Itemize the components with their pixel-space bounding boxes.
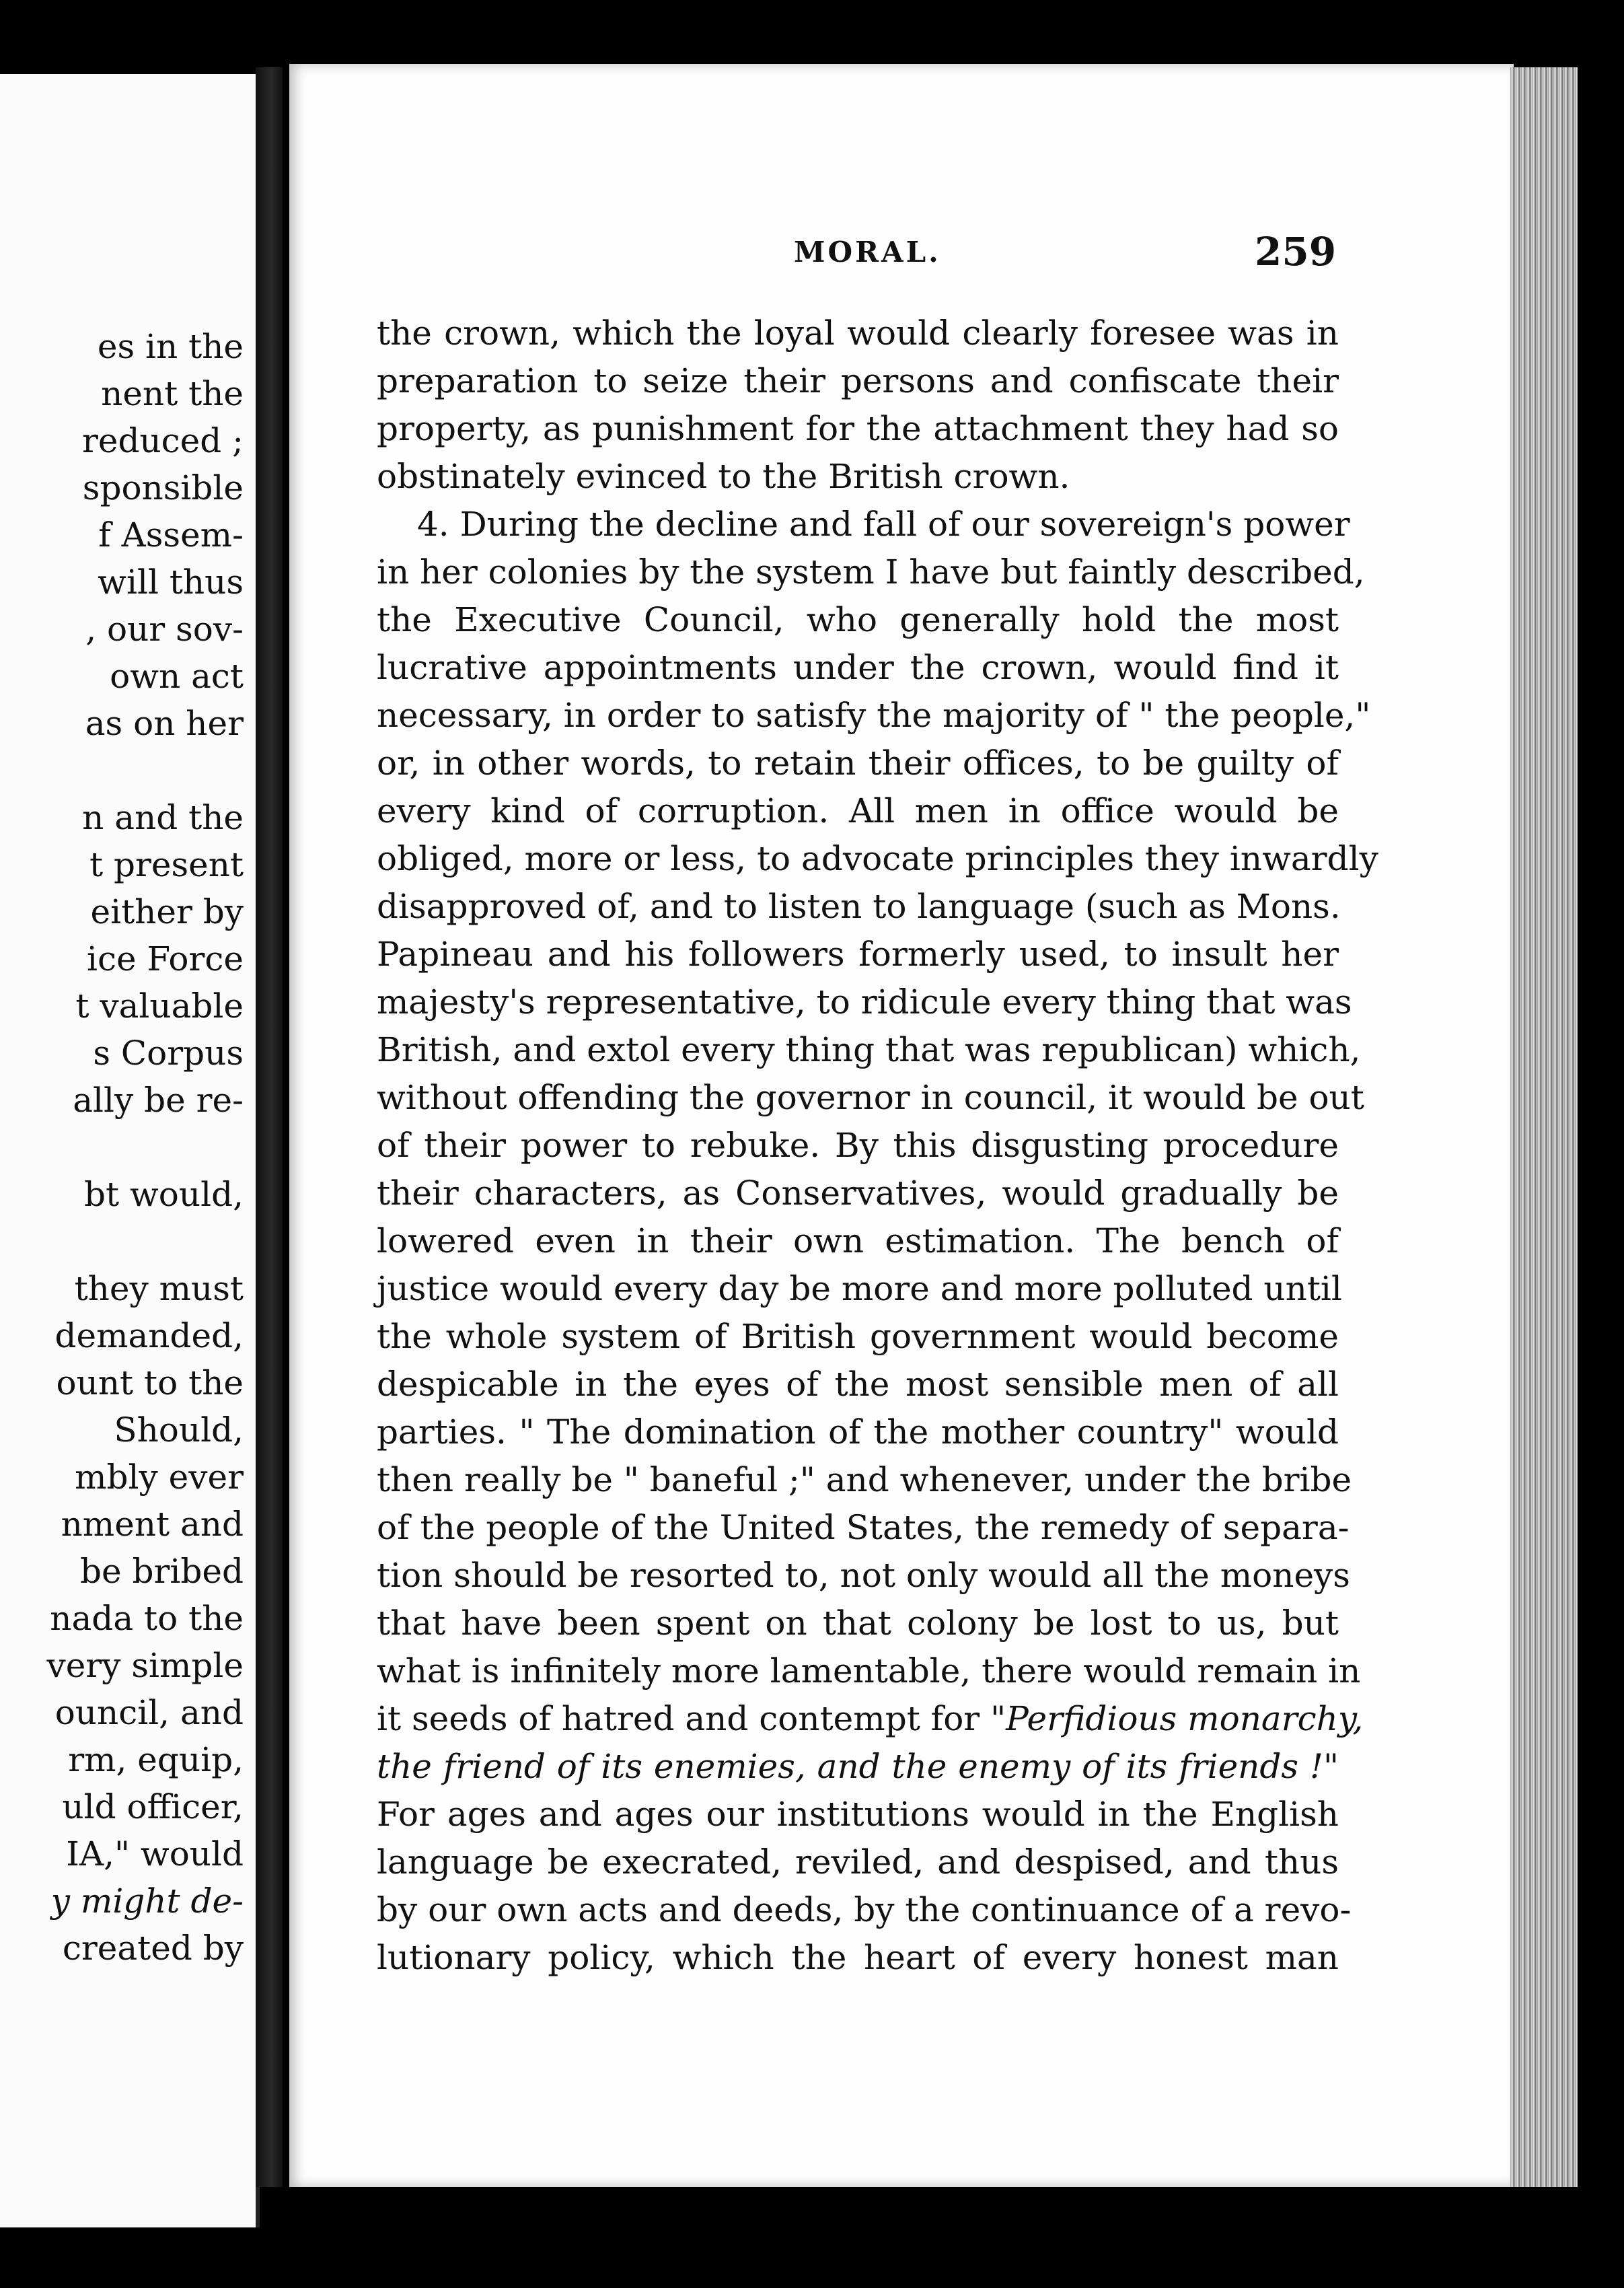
- text-line: parties. " The domination of the mother country" would: [377, 1413, 1339, 1452]
- text-line-with-quote: [377, 1695, 1364, 1743]
- text-line: necessary, in order to satisfy the majority of " the people,": [377, 696, 1371, 735]
- left-fragment: t valuable: [75, 987, 244, 1026]
- left-fragment: f Assem-: [98, 515, 244, 555]
- text-line: For ages and ages our institutions would in the English: [377, 1795, 1339, 1834]
- text-line: every kind of corruption. All men in office would be: [377, 791, 1339, 830]
- left-fragment: Should,: [114, 1410, 244, 1450]
- italic-quote: the friend of its enemies, and the enemy of its friends !: [377, 1747, 1323, 1786]
- left-fragment: as on her: [85, 704, 244, 743]
- left-fragment: rm, equip,: [68, 1740, 244, 1779]
- left-fragment: ouncil, and: [54, 1693, 244, 1732]
- text-line: obliged, more or less, to advocate principles they inwardly: [377, 839, 1378, 878]
- left-fragment: demanded,: [54, 1316, 244, 1355]
- left-fragment: created by: [62, 1929, 244, 1968]
- text-segment: it seeds of hatred and contempt for ": [377, 1699, 1006, 1738]
- left-fragment: very simple: [46, 1646, 244, 1685]
- quote-close: ": [1323, 1747, 1339, 1786]
- text-line: then really be " baneful ;" and whenever, under the bribe: [377, 1460, 1352, 1499]
- text-line: language be execrated, reviled, and despised, and thus: [377, 1843, 1339, 1882]
- left-fragment: nada to the: [50, 1599, 244, 1638]
- paragraph-start-line: 4. During the decline and fall of our sovereign's power: [417, 505, 1350, 544]
- left-fragment: nment and: [61, 1505, 244, 1544]
- text-line: of their power to rebuke. By this disgusting procedure: [377, 1126, 1339, 1165]
- text-line: preparation to seize their persons and confiscate their: [377, 361, 1339, 400]
- text-line: their characters, as Conservatives, would gradually be: [377, 1174, 1339, 1213]
- left-fragment: mbly ever: [75, 1458, 244, 1497]
- text-line: justice would every day be more and more polluted until: [377, 1269, 1342, 1308]
- left-fragment: uld officer,: [62, 1787, 244, 1826]
- text-line: without offending the governor in council, it would be out: [377, 1078, 1364, 1117]
- text-line: in her colonies by the system I have but faintly described,: [377, 552, 1365, 592]
- text-line: tion should be resorted to, not only would all the moneys: [377, 1556, 1350, 1595]
- text-line: despicable in the eyes of the most sensible men of all: [377, 1365, 1339, 1404]
- book-gutter: [256, 67, 283, 2187]
- text-line: the whole system of British government would become: [377, 1317, 1339, 1356]
- text-line: that have been spent on that colony be lost to us, but: [377, 1604, 1339, 1643]
- left-fragment: es in the: [97, 327, 244, 366]
- text-line: property, as punishment for the attachment they had so: [377, 409, 1339, 448]
- left-fragment: sponsible: [82, 468, 244, 507]
- text-line: what is infinitely more lamentable, there would remain in: [377, 1651, 1361, 1690]
- left-fragment: ice Force: [86, 939, 244, 978]
- text-line: Papineau and his followers formerly used, to insult her: [377, 935, 1339, 974]
- page-edges: [1510, 67, 1578, 2187]
- text-line: the crown, which the loyal would clearly foresee was in: [377, 314, 1339, 353]
- left-fragment: IA," would: [66, 1834, 244, 1873]
- left-fragment: bt would,: [84, 1175, 244, 1214]
- text-line-quote: [377, 1743, 1339, 1791]
- text-line: or, in other words, to retain their offices, to be guilty of: [377, 744, 1339, 783]
- left-fragment: own act: [110, 657, 244, 696]
- left-fragment: ally be re-: [73, 1081, 244, 1120]
- text-line: obstinately evinced to the British crown.: [377, 457, 1070, 496]
- left-fragment: nent the: [101, 374, 244, 413]
- text-line: disapproved of, and to listen to language (such as Mons.: [377, 887, 1341, 926]
- left-fragment: , our sov-: [85, 610, 244, 649]
- text-line: lutionary policy, which the heart of every honest man: [377, 1938, 1339, 1977]
- text-line: of the people of the United States, the remedy of separa-: [377, 1508, 1350, 1547]
- left-page: [0, 74, 260, 2227]
- text-line: lucrative appointments under the crown, would find it: [377, 648, 1339, 687]
- text-line: the Executive Council, who generally hold the most: [377, 600, 1339, 639]
- body-text: [377, 310, 1378, 1982]
- left-fragment: be bribed: [80, 1552, 244, 1591]
- italic-quote: Perfidious monarchy,: [1006, 1699, 1364, 1738]
- left-fragment: will thus: [98, 563, 244, 602]
- left-fragment: they must: [74, 1269, 244, 1308]
- left-fragment: y might de-: [50, 1882, 244, 1921]
- left-fragment: ount to the: [56, 1363, 244, 1402]
- text-line: British, and extol every thing that was republican) which,: [377, 1030, 1361, 1069]
- text-line: by our own acts and deeds, by the continuance of a revo-: [377, 1890, 1352, 1929]
- left-fragment: t present: [89, 845, 244, 884]
- left-fragment: either by: [90, 892, 244, 931]
- left-fragment: reduced ;: [81, 421, 244, 460]
- left-fragment: s Corpus: [93, 1034, 244, 1073]
- left-fragment: n and the: [82, 798, 244, 837]
- page-number: 259: [1255, 229, 1337, 275]
- running-head: MORAL.: [794, 236, 941, 269]
- text-line: majesty's representative, to ridicule every thing that was: [377, 982, 1352, 1022]
- text-line: lowered even in their own estimation. The bench of: [377, 1221, 1339, 1260]
